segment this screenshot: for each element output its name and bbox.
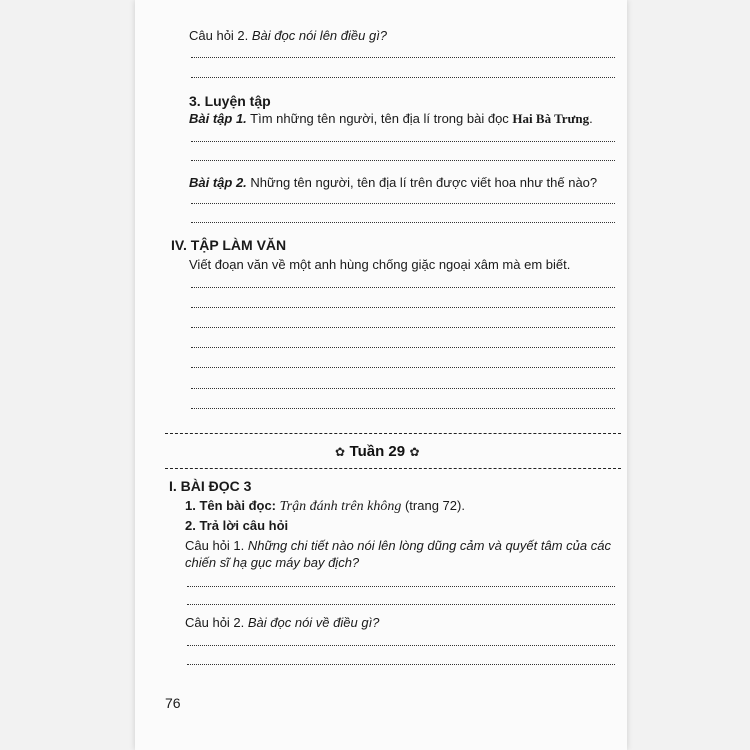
answer-line[interactable]: [191, 408, 615, 409]
week-title: ✿ Tuần 29 ✿: [335, 443, 420, 460]
answer-line[interactable]: [191, 57, 615, 58]
answer-line[interactable]: [191, 77, 615, 78]
section-heading-luyen-tap: 3. Luyện tập: [189, 93, 271, 109]
answer-line[interactable]: [191, 347, 615, 348]
section-heading-tap-lam-van: IV. TẬP LÀM VĂN: [171, 237, 287, 253]
question-1: Câu hỏi 1. Những chi tiết nào nói lên lòng dũng cảm và quyết tâm của các: [185, 538, 611, 553]
answer-line[interactable]: [191, 287, 615, 288]
answer-line[interactable]: [187, 604, 615, 605]
page-number: 76: [165, 695, 181, 711]
section-heading-bai-doc: I. BÀI ĐỌC 3: [169, 478, 252, 494]
flower-icon: ✿: [409, 445, 420, 459]
answer-line[interactable]: [191, 160, 615, 161]
answer-line[interactable]: [191, 388, 615, 389]
reading-title: 1. Tên bài đọc: Trận đánh trên không (trang 72).: [185, 498, 465, 514]
workbook-page: [135, 0, 627, 750]
answer-line[interactable]: [191, 327, 615, 328]
answer-line[interactable]: [191, 367, 615, 368]
flower-icon: ✿: [335, 445, 346, 459]
exercise-2: Bài tập 2. Những tên người, tên địa lí trên được viết hoa như thế nào?: [189, 175, 598, 190]
question-2: Câu hỏi 2. Bài đọc nói về điều gì?: [185, 615, 380, 630]
exercise-1: Bài tập 1. Tìm những tên người, tên địa lí trong bài đọc Hai Bà Trưng.: [189, 111, 593, 126]
answer-line[interactable]: [191, 222, 615, 223]
answer-line[interactable]: [191, 307, 615, 308]
writing-prompt: Viết đoạn văn về một anh hùng chống giặc ngoại xâm mà em biết.: [189, 257, 571, 272]
answer-line[interactable]: [187, 664, 615, 665]
answer-line[interactable]: [191, 141, 615, 142]
answer-questions-heading: 2. Trả lời câu hỏi: [185, 518, 289, 533]
top-question-2: Câu hỏi 2. Bài đọc nói lên điều gì?: [189, 28, 388, 43]
answer-line[interactable]: [187, 645, 615, 646]
section-divider: [165, 468, 621, 469]
answer-line[interactable]: [187, 586, 615, 587]
section-divider: [165, 433, 621, 434]
answer-line[interactable]: [191, 203, 615, 204]
question-1-continued: chiến sĩ hạ gục máy bay địch?: [185, 555, 360, 570]
